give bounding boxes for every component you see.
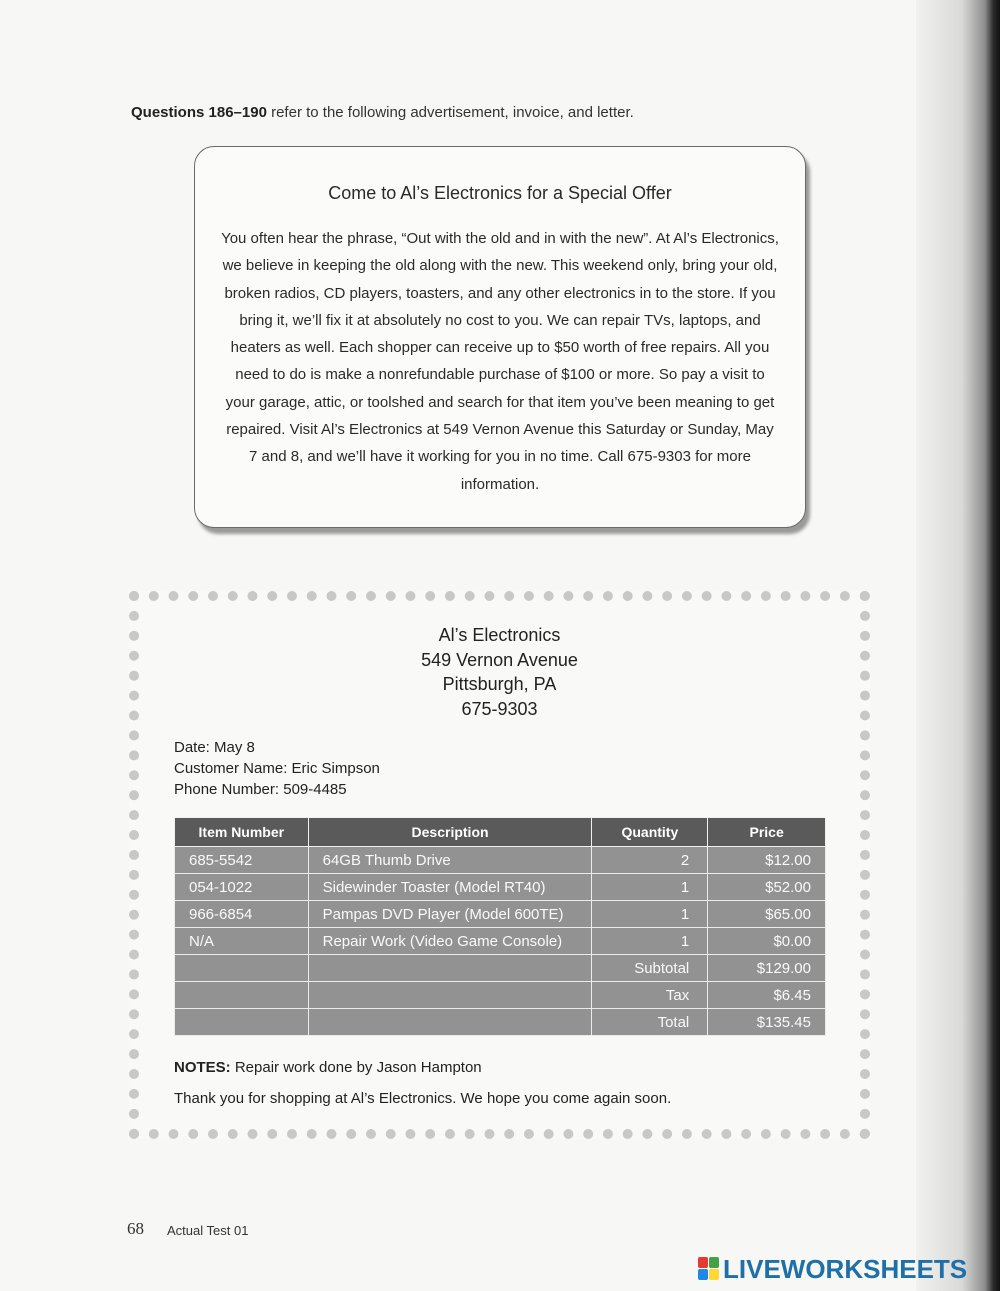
notes-label: NOTES: <box>174 1059 231 1076</box>
item-number: 054-1022 <box>175 874 309 901</box>
total-value: $6.45 <box>708 982 826 1009</box>
store-name: Al’s Electronics <box>438 625 561 645</box>
item-description: Sidewinder Toaster (Model RT40) <box>308 874 592 901</box>
total-row <box>175 1009 826 1036</box>
column-header: Description <box>308 818 592 847</box>
item-description: Repair Work (Video Game Console) <box>308 928 592 955</box>
page-label: Actual Test 01 <box>167 1223 249 1238</box>
item-price: $65.00 <box>708 901 826 928</box>
table-row <box>175 901 826 928</box>
total-label: Tax <box>592 982 708 1009</box>
total-value: $129.00 <box>708 955 826 982</box>
column-header: Price <box>708 818 826 847</box>
questions-header <box>131 104 634 121</box>
total-value: $135.45 <box>708 1009 826 1036</box>
invoice-header <box>139 623 860 721</box>
liveworksheets-logo <box>698 1253 998 1285</box>
empty-cell <box>175 955 309 982</box>
column-header: Quantity <box>592 818 708 847</box>
invoice-notes <box>174 1059 482 1076</box>
item-description: 64GB Thumb Drive <box>308 847 592 874</box>
table-row <box>175 928 826 955</box>
invoice-table <box>174 817 826 1036</box>
table-row <box>175 874 826 901</box>
empty-cell <box>308 955 592 982</box>
liveworksheets-brand: LIVEWORKSHEETS <box>723 1253 968 1284</box>
item-number: 966-6854 <box>175 901 309 928</box>
total-label: Total <box>592 1009 708 1036</box>
table-row <box>175 847 826 874</box>
empty-cell <box>175 982 309 1009</box>
item-quantity: 1 <box>592 874 708 901</box>
tax-row <box>175 982 826 1009</box>
subtotal-row <box>175 955 826 982</box>
table-header-row <box>175 818 826 847</box>
item-number: 685-5542 <box>175 847 309 874</box>
customer-info <box>174 737 380 800</box>
questions-range: Questions 186–190 <box>131 104 267 121</box>
invoice-date: Date: May 8 <box>174 739 255 756</box>
empty-cell <box>175 1009 309 1036</box>
questions-text: refer to the following advertisement, invoice, and letter. <box>271 104 634 121</box>
liveworksheets-logo-icon <box>698 1257 720 1281</box>
page-binding-shadow <box>916 0 1000 1291</box>
advertisement-box <box>194 146 806 528</box>
advertisement-title: Come to Al’s Electronics for a Special Offer <box>328 183 672 203</box>
invoice <box>129 591 870 1139</box>
item-quantity: 1 <box>592 901 708 928</box>
empty-cell <box>308 1009 592 1036</box>
thank-you-note: Thank you for shopping at Al’s Electronics. We hope you come again soon. <box>174 1090 672 1107</box>
notes-text: Repair work done by Jason Hampton <box>234 1059 482 1076</box>
item-number: N/A <box>175 928 309 955</box>
item-price: $52.00 <box>708 874 826 901</box>
column-header: Item Number <box>175 818 309 847</box>
customer-phone: Phone Number: 509-4485 <box>174 781 347 798</box>
total-label: Subtotal <box>592 955 708 982</box>
page-number: 68 <box>127 1219 144 1238</box>
item-quantity: 1 <box>592 928 708 955</box>
item-description: Pampas DVD Player (Model 600TE) <box>308 901 592 928</box>
store-phone: 675-9303 <box>461 698 538 719</box>
customer-name: Customer Name: Eric Simpson <box>174 760 380 777</box>
item-price: $12.00 <box>708 847 826 874</box>
advertisement-body: You often hear the phrase, “Out with the old and in with the new”. At Al’s Electronics, we believe in keeping the old along with the new. This weekend only, bring your old, broken radios, CD players, toasters, and any other electronics in to the store. If you bring it, we’ll fix it at absolutely no cost to you. We can repair TVs, laptops, and heaters as well. Each shopper can receive up to $50 worth of free repairs. All you need to do is make a nonrefundable purchase of $100 or more. So pay a visit to your garage, attic, or toolshed and search for that item you’ve been meaning to get repaired. Visit Al’s Electronics at 549 Vernon Avenue this Saturday or Sunday, May 7 and 8, and we’ll have it working for you in no time. Call 675-9303 for more information. <box>221 230 779 493</box>
item-quantity: 2 <box>592 847 708 874</box>
empty-cell <box>308 982 592 1009</box>
store-city: Pittsburgh, PA <box>442 674 557 694</box>
store-address: 549 Vernon Avenue <box>421 649 578 670</box>
item-price: $0.00 <box>708 928 826 955</box>
